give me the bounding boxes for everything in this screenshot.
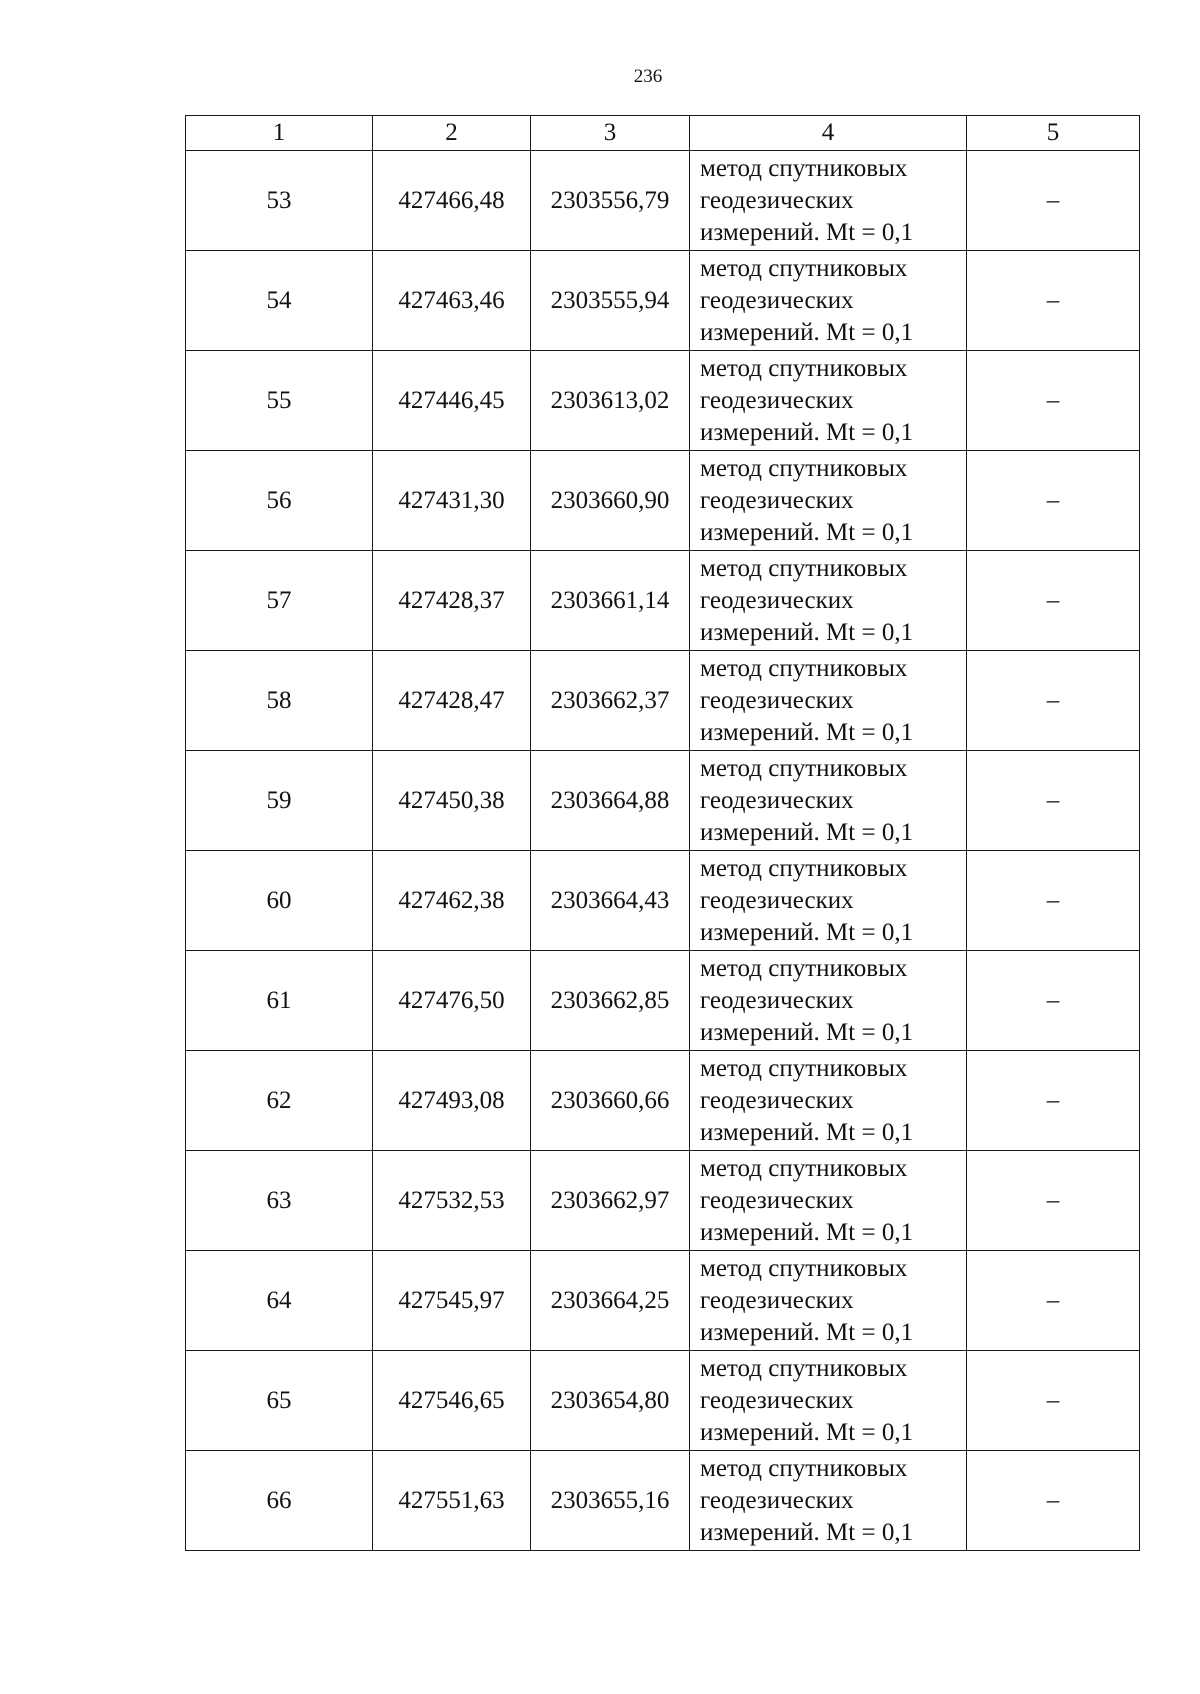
y-coordinate-cell: 2303660,90 xyxy=(531,451,690,551)
point-number-cell: 63 xyxy=(186,1151,373,1251)
note-cell: – xyxy=(967,451,1140,551)
table-row xyxy=(186,651,1140,751)
method-cell xyxy=(690,951,967,1051)
header-col-4: 4 xyxy=(690,116,967,151)
method-line: геодезических xyxy=(700,386,854,414)
note-cell: – xyxy=(967,1251,1140,1351)
x-coordinate-cell: 427476,50 xyxy=(373,951,531,1051)
y-coordinate-cell: 2303556,79 xyxy=(531,151,690,251)
method-line: измерений. Mt = 0,1 xyxy=(700,1318,914,1346)
table-row xyxy=(186,451,1140,551)
x-coordinate-cell: 427551,63 xyxy=(373,1451,531,1551)
x-coordinate-cell: 427446,45 xyxy=(373,351,531,451)
method-cell xyxy=(690,451,967,551)
method-line: измерений. Mt = 0,1 xyxy=(700,1518,914,1546)
x-coordinate-cell: 427428,47 xyxy=(373,651,531,751)
method-line: измерений. Mt = 0,1 xyxy=(700,1218,914,1246)
method-line: геодезических xyxy=(700,886,854,914)
x-coordinate-cell: 427428,37 xyxy=(373,551,531,651)
method-line: измерений. Mt = 0,1 xyxy=(700,918,914,946)
note-cell: – xyxy=(967,1151,1140,1251)
table-row xyxy=(186,251,1140,351)
method-line: геодезических xyxy=(700,486,854,514)
method-line: метод спутниковых xyxy=(700,1454,908,1482)
point-number-cell: 66 xyxy=(186,1451,373,1551)
y-coordinate-cell: 2303662,97 xyxy=(531,1151,690,1251)
table-row xyxy=(186,151,1140,251)
page-number: 236 xyxy=(633,66,663,87)
note-cell: – xyxy=(967,551,1140,651)
header-col-5: 5 xyxy=(967,116,1140,151)
y-coordinate-cell: 2303660,66 xyxy=(531,1051,690,1151)
method-line: метод спутниковых xyxy=(700,1054,908,1082)
method-line: метод спутниковых xyxy=(700,154,908,182)
method-line: измерений. Mt = 0,1 xyxy=(700,618,914,646)
point-number-cell: 59 xyxy=(186,751,373,851)
note-cell: – xyxy=(967,1051,1140,1151)
method-cell xyxy=(690,1151,967,1251)
method-line: метод спутниковых xyxy=(700,1254,908,1282)
method-cell xyxy=(690,651,967,751)
y-coordinate-cell: 2303654,80 xyxy=(531,1351,690,1451)
y-coordinate-cell: 2303664,25 xyxy=(531,1251,690,1351)
method-cell xyxy=(690,1351,967,1451)
method-line: геодезических xyxy=(700,286,854,314)
method-line: геодезических xyxy=(700,1086,854,1114)
point-number-cell: 64 xyxy=(186,1251,373,1351)
note-cell: – xyxy=(967,351,1140,451)
method-line: метод спутниковых xyxy=(700,454,908,482)
note-cell: – xyxy=(967,751,1140,851)
x-coordinate-cell: 427450,38 xyxy=(373,751,531,851)
x-coordinate-cell: 427545,97 xyxy=(373,1251,531,1351)
table-row xyxy=(186,1051,1140,1151)
table-row xyxy=(186,1151,1140,1251)
method-cell xyxy=(690,751,967,851)
y-coordinate-cell: 2303664,88 xyxy=(531,751,690,851)
x-coordinate-cell: 427431,30 xyxy=(373,451,531,551)
method-line: геодезических xyxy=(700,586,854,614)
method-line: геодезических xyxy=(700,1286,854,1314)
coordinates-table xyxy=(185,115,1140,1551)
header-col-3: 3 xyxy=(531,116,690,151)
y-coordinate-cell: 2303613,02 xyxy=(531,351,690,451)
method-cell xyxy=(690,551,967,651)
method-cell xyxy=(690,251,967,351)
x-coordinate-cell: 427546,65 xyxy=(373,1351,531,1451)
table-row xyxy=(186,551,1140,651)
point-number-cell: 60 xyxy=(186,851,373,951)
method-line: геодезических xyxy=(700,186,854,214)
method-line: измерений. Mt = 0,1 xyxy=(700,518,914,546)
method-line: метод спутниковых xyxy=(700,854,908,882)
x-coordinate-cell: 427493,08 xyxy=(373,1051,531,1151)
table-row xyxy=(186,951,1140,1051)
method-line: измерений. Mt = 0,1 xyxy=(700,1418,914,1446)
point-number-cell: 58 xyxy=(186,651,373,751)
table-row xyxy=(186,351,1140,451)
table-body xyxy=(186,151,1140,1551)
method-line: измерений. Mt = 0,1 xyxy=(700,218,914,246)
method-cell xyxy=(690,151,967,251)
note-cell: – xyxy=(967,951,1140,1051)
x-coordinate-cell: 427466,48 xyxy=(373,151,531,251)
method-line: геодезических xyxy=(700,1186,854,1214)
y-coordinate-cell: 2303662,37 xyxy=(531,651,690,751)
point-number-cell: 65 xyxy=(186,1351,373,1451)
note-cell: – xyxy=(967,1451,1140,1551)
y-coordinate-cell: 2303555,94 xyxy=(531,251,690,351)
method-line: измерений. Mt = 0,1 xyxy=(700,718,914,746)
method-line: измерений. Mt = 0,1 xyxy=(700,318,914,346)
point-number-cell: 57 xyxy=(186,551,373,651)
header-col-1: 1 xyxy=(186,116,373,151)
point-number-cell: 55 xyxy=(186,351,373,451)
method-cell xyxy=(690,851,967,951)
note-cell: – xyxy=(967,651,1140,751)
method-line: геодезических xyxy=(700,786,854,814)
note-cell: – xyxy=(967,1351,1140,1451)
point-number-cell: 54 xyxy=(186,251,373,351)
y-coordinate-cell: 2303655,16 xyxy=(531,1451,690,1551)
table-row xyxy=(186,1451,1140,1551)
method-line: метод спутниковых xyxy=(700,1354,908,1382)
method-cell xyxy=(690,351,967,451)
method-line: геодезических xyxy=(700,686,854,714)
method-line: метод спутниковых xyxy=(700,954,908,982)
method-line: метод спутниковых xyxy=(700,254,908,282)
y-coordinate-cell: 2303661,14 xyxy=(531,551,690,651)
note-cell: – xyxy=(967,151,1140,251)
coordinates-table-container xyxy=(185,115,1139,1551)
method-line: метод спутниковых xyxy=(700,754,908,782)
table-row xyxy=(186,851,1140,951)
method-line: геодезических xyxy=(700,986,854,1014)
table-row xyxy=(186,751,1140,851)
header-row xyxy=(186,116,1140,151)
method-cell xyxy=(690,1451,967,1551)
method-line: метод спутниковых xyxy=(700,354,908,382)
method-line: измерений. Mt = 0,1 xyxy=(700,1018,914,1046)
x-coordinate-cell: 427462,38 xyxy=(373,851,531,951)
y-coordinate-cell: 2303662,85 xyxy=(531,951,690,1051)
method-line: метод спутниковых xyxy=(700,654,908,682)
method-line: геодезических xyxy=(700,1386,854,1414)
table-row xyxy=(186,1251,1140,1351)
header-col-2: 2 xyxy=(373,116,531,151)
method-line: измерений. Mt = 0,1 xyxy=(700,418,914,446)
point-number-cell: 56 xyxy=(186,451,373,551)
note-cell: – xyxy=(967,851,1140,951)
method-cell xyxy=(690,1051,967,1151)
method-line: метод спутниковых xyxy=(700,554,908,582)
x-coordinate-cell: 427532,53 xyxy=(373,1151,531,1251)
point-number-cell: 53 xyxy=(186,151,373,251)
point-number-cell: 61 xyxy=(186,951,373,1051)
x-coordinate-cell: 427463,46 xyxy=(373,251,531,351)
method-cell xyxy=(690,1251,967,1351)
method-line: измерений. Mt = 0,1 xyxy=(700,1118,914,1146)
method-line: метод спутниковых xyxy=(700,1154,908,1182)
table-row xyxy=(186,1351,1140,1451)
y-coordinate-cell: 2303664,43 xyxy=(531,851,690,951)
point-number-cell: 62 xyxy=(186,1051,373,1151)
method-line: измерений. Mt = 0,1 xyxy=(700,818,914,846)
method-line: геодезических xyxy=(700,1486,854,1514)
note-cell: – xyxy=(967,251,1140,351)
